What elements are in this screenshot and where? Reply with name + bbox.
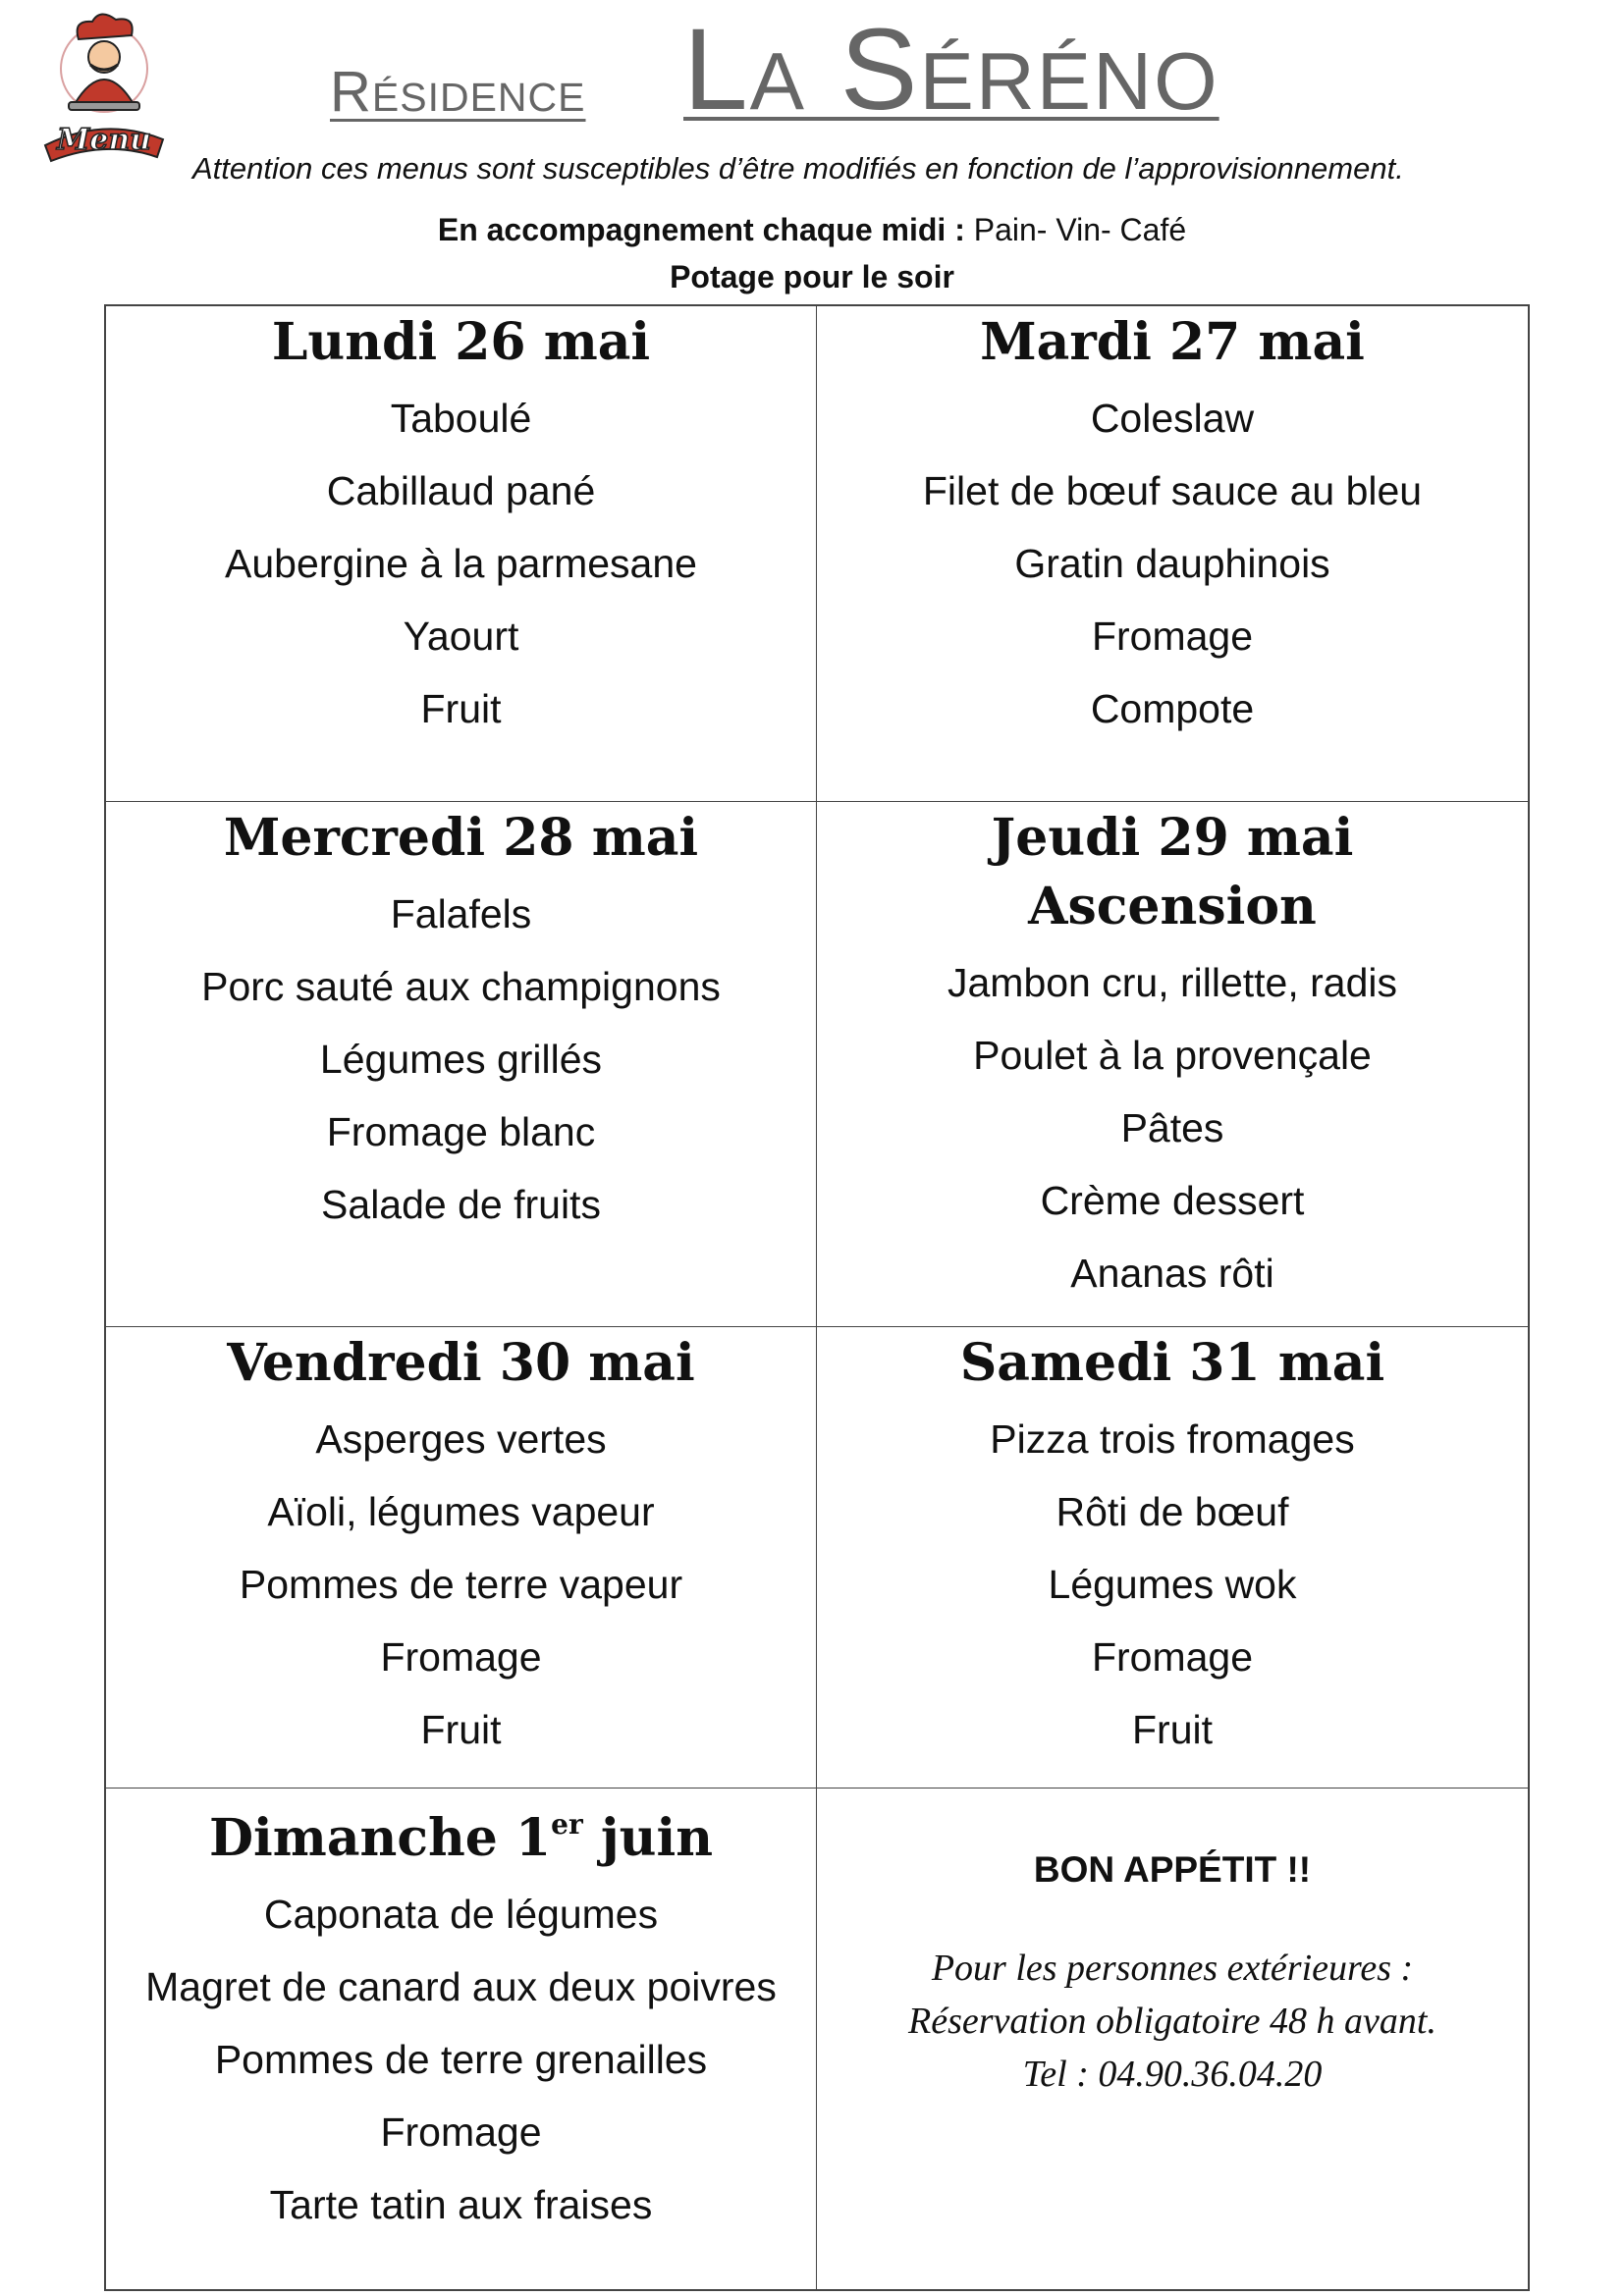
dish-item: Légumes wok (1048, 1562, 1297, 1607)
dish-item: Poulet à la provençale (973, 1033, 1372, 1078)
dish-item: Asperges vertes (315, 1416, 607, 1462)
dish-item: Fromage (1091, 614, 1254, 659)
dish-item: Gratin dauphinois (1014, 541, 1330, 586)
dish-item: Rôti de bœuf (1056, 1489, 1289, 1534)
day-subtitle: Ascension (1028, 877, 1317, 936)
dish-item: Fromage blanc (326, 1109, 596, 1154)
svg-text:Menu: Menu (57, 123, 151, 157)
external-guests-line: Pour les personnes extérieures : (931, 1948, 1414, 1989)
day-title: Jeudi 29 mai (991, 808, 1354, 868)
dish-item: Caponata de légumes (263, 1892, 659, 1937)
dish-item: Fruit (420, 686, 502, 731)
dish-item: Pommes de terre grenailles (214, 2037, 708, 2082)
day-cell-monday (106, 306, 817, 802)
day-cell-saturday (817, 1327, 1528, 1789)
accompaniment-value: Pain- Vin- Café (973, 212, 1187, 247)
dish-item: Pâtes (1120, 1105, 1224, 1150)
dish-item: Cabillaud pané (326, 468, 596, 513)
day-cell-wednesday (106, 802, 817, 1327)
dish-item: Fruit (420, 1707, 502, 1752)
dish-item: Fromage (380, 2109, 542, 2155)
dish-item: Fromage (380, 1634, 542, 1680)
reservation-line: Réservation obligatoire 48 h avant. (908, 2001, 1436, 2042)
day-cell-thursday (817, 802, 1528, 1327)
dish-item: Filet de bœuf sauce au bleu (922, 468, 1423, 513)
residence-label: Résidence (330, 60, 586, 124)
day-cell-tuesday (817, 306, 1528, 802)
day-cell-friday (106, 1327, 817, 1789)
closing-cell (817, 1789, 1528, 2289)
dish-item: Ananas rôti (1070, 1251, 1274, 1296)
chef-menu-logo (35, 10, 173, 167)
day-title: Mardi 27 mai (980, 312, 1365, 372)
evening-soup-note: Potage pour le soir (670, 259, 954, 294)
dish-item: Falafels (390, 891, 532, 936)
accompaniment-line (0, 212, 1624, 248)
dish-item: Fromage (1091, 1634, 1254, 1680)
supply-notice: Attention ces menus sont susceptibles d’être modifiés en fonction de l’approvisionnement. (192, 151, 1404, 186)
day-title: Samedi 31 mai (959, 1333, 1385, 1393)
dish-item: Aïoli, légumes vapeur (267, 1489, 655, 1534)
dish-item: Yaourt (403, 614, 519, 659)
day-title: Mercredi 28 mai (223, 808, 699, 868)
weekly-menu-grid (104, 304, 1530, 2291)
dish-item: Coleslaw (1090, 396, 1255, 441)
dish-item: Jambon cru, rillette, radis (947, 960, 1397, 1005)
dish-item: Crème dessert (1040, 1178, 1305, 1223)
day-cell-sunday (106, 1789, 817, 2289)
bon-appetit-text: BON APPÉTIT !! (1033, 1849, 1312, 1890)
dish-item: Pizza trois fromages (990, 1416, 1355, 1462)
dish-item: Compote (1090, 686, 1255, 731)
day-title: Lundi 26 mai (271, 312, 651, 372)
dish-item: Porc sauté aux champignons (201, 964, 721, 1009)
accompaniment-label: En accompagnement chaque midi : (437, 212, 965, 247)
residence-name: La Séréno (683, 5, 1219, 134)
dish-item: Tarte tatin aux fraises (269, 2182, 653, 2227)
dish-item: Magret de canard aux deux poivres (145, 1964, 777, 2009)
dish-item: Aubergine à la parmesane (225, 541, 697, 586)
dish-item: Légumes grillés (319, 1037, 603, 1082)
dish-item: Fruit (1132, 1707, 1213, 1752)
day-title: Dimanche 1er juin (208, 1808, 714, 1868)
dish-item: Salade de fruits (321, 1182, 601, 1227)
day-title: Vendredi 30 mai (227, 1333, 695, 1393)
dish-item: Pommes de terre vapeur (239, 1562, 683, 1607)
dish-item: Taboulé (390, 396, 532, 441)
phone-line: Tel : 04.90.36.04.20 (1022, 2054, 1323, 2095)
